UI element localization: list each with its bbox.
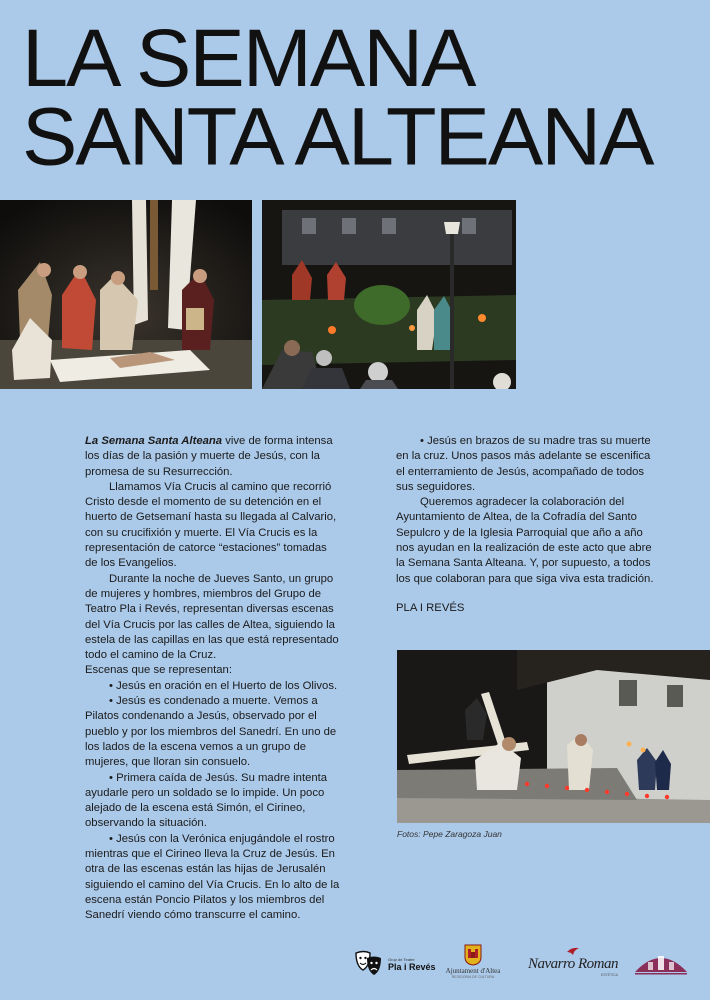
navarro-label: Navarro Roman — [527, 956, 618, 972]
ajuntament-sub-label: REGIDORIA DE CULTURA — [451, 975, 495, 979]
logo-navarro-roman — [518, 946, 618, 977]
navarro-sub-label: ESTÉTICA — [600, 973, 618, 977]
ajuntament-label: Ajuntament d'Altea — [445, 967, 501, 975]
pla-name-label: Pla i Revés — [388, 961, 436, 972]
theatre-masks-icon — [354, 950, 384, 978]
photo-credit: Fotos: Pepe Zaragoza Juan — [397, 829, 502, 839]
photo-cross-scene — [397, 650, 710, 823]
logo-pla-i-reves — [354, 950, 436, 978]
pla-small-label: Grup de Teatre — [388, 956, 415, 962]
logo-cofradia — [634, 950, 688, 978]
title-line-2: SANTA ALTEANA — [22, 91, 653, 183]
logo-ajuntament-altea — [442, 944, 504, 979]
thanks-paragraph: Queremos agradecer la colaboración del Ayuntamiento de Altea, de la Cofradía del Santo Sepulcro y de la Iglesia Parroquial que año a año nos ayudan en la realización de este acto que abre la Semana Santa Alteana. Y, por supuesto, a todos los que colaboran para que siga viva esta tradición. — [396, 496, 654, 585]
scene-bullet: • Jesús con la Verónica enjugándole el rostro mientras que el Cirineo lleva la Cruz de Jesús. En otra de las escenas están las hijas de Jerusalén siguiendo el camino del Vía Crucis. En lo alto de la escena están Poncio Pilatos y los miembros del Sanedrí viendo cómo transcurre el camino. — [85, 832, 340, 922]
bird-icon — [566, 946, 580, 956]
paragraph-jueves-santo: Durante la noche de Jueves Santo, un grupo de mujeres y hombres, miembros del Grupo de Teatro Pla i Revés, representan diversas escenas del Vía Crucis por las calles de Altea, siguiendo la estela de las capillas en las que está representado todo el camino de la Cruz. — [85, 572, 339, 662]
signature: PLA I REVÉS — [396, 601, 465, 614]
text-column-right — [396, 434, 661, 616]
scene-bullet: • Primera caída de Jesús. Su madre intenta ayudarle pero un soldado se lo impide. Un poco alejado de la escena está Simón, el Cirineo, observando la situación. — [85, 771, 328, 830]
scenes-intro: Escenas que se representan: — [85, 664, 232, 677]
text-column-left — [85, 434, 340, 924]
photo-burial-scene — [0, 200, 252, 389]
scene-bullet: • Jesús en brazos de su madre tras su muerte en la cruz. Unos pasos más adelante se escenifica el enterramiento de Jesús, acompañado de todos sus seguidores. — [396, 435, 651, 493]
scene-bullet: • Jesús en oración en el Huerto de los Olivos. — [109, 679, 338, 692]
intro-paragraph — [85, 434, 340, 480]
scene-bullet: • Jesús es condenado a muerte. Vemos a Pilatos condenando a Jesús, observado por el pueblo y por los miembros del Sanedrí. En uno de los lados de la escena vemos a un grupo de mujeres, que lloran sin consuelo. — [85, 695, 337, 769]
photo-garden-scene — [262, 200, 516, 389]
paragraph-via-crucis: Llamamos Vía Crucis al camino que recorrió Cristo desde el momento de su detención en el huerto de Getsemaní hasta su llegada al Calvario, con su crucifixión y muerte. El Vía Crucis es la representación de catorce “estaciones” tomadas de los Evangelios. — [85, 480, 337, 570]
page-title — [22, 12, 702, 183]
coat-of-arms-icon — [464, 944, 482, 966]
title-line-1: LA SEMANA — [22, 12, 475, 104]
intro-emphasis: La Semana Santa Alteana — [85, 435, 223, 447]
intro-text: vive de forma intensa los días de la pasión y muerte de Jesús, con la promesa de su Resurrección. — [85, 435, 333, 478]
sponsor-logos — [352, 942, 702, 990]
church-silhouette-icon — [634, 950, 688, 978]
